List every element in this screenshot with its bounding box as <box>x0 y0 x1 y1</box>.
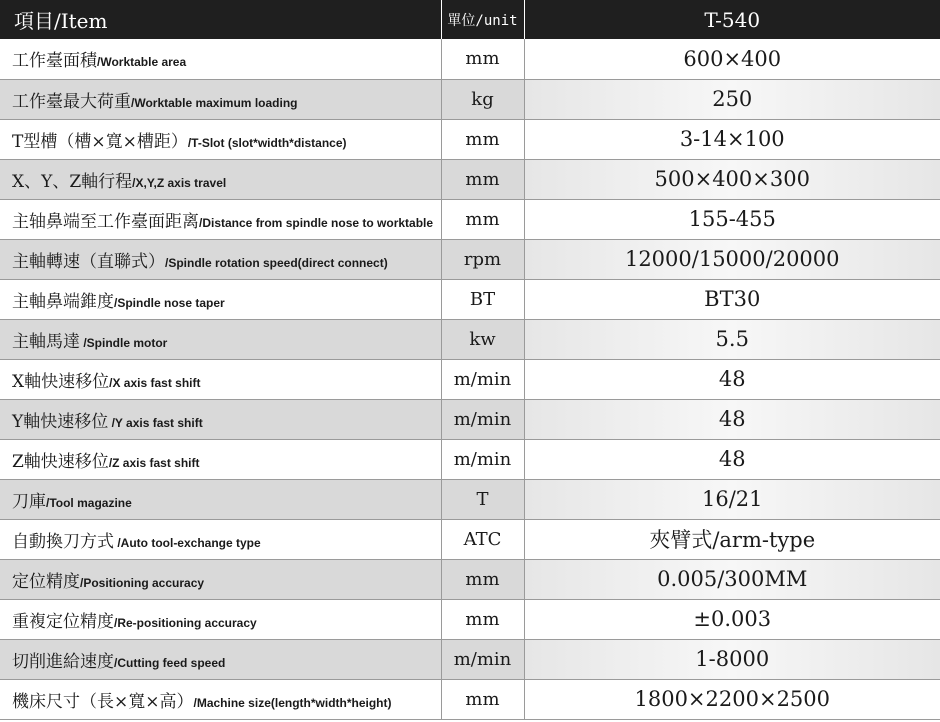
spec-value: ±0.003 <box>524 599 940 639</box>
spec-name-zh: T型槽（槽×寬×槽距） <box>12 131 188 152</box>
spec-name-cell <box>0 319 441 359</box>
spec-name-cell <box>0 239 441 279</box>
spec-name-zh: 重複定位精度 <box>12 611 114 632</box>
table-row <box>0 599 940 639</box>
spec-name-en: /Worktable area <box>97 55 187 70</box>
spec-name-en: /Re-positioning accuracy <box>114 615 257 630</box>
table-row <box>0 399 940 439</box>
table-row <box>0 559 940 599</box>
spec-unit: mm <box>441 159 524 199</box>
spec-value: 48 <box>524 359 940 399</box>
spec-name-cell <box>0 519 441 559</box>
spec-name-cell <box>0 39 441 79</box>
spec-unit: kg <box>441 79 524 119</box>
header-model: T-540 <box>524 0 940 39</box>
spec-name-en: /Cutting feed speed <box>114 655 226 670</box>
table-row <box>0 119 940 159</box>
spec-unit: m/min <box>441 399 524 439</box>
spec-name-cell <box>0 479 441 519</box>
table-row <box>0 39 940 79</box>
spec-name-en: /T-Slot (slot*width*distance) <box>187 135 347 150</box>
spec-unit: m/min <box>441 439 524 479</box>
spec-name-zh: 工作臺最大荷重 <box>12 91 131 112</box>
spec-unit: BT <box>441 279 524 319</box>
table-row <box>0 279 940 319</box>
table-row <box>0 359 940 399</box>
spec-name-cell <box>0 79 441 119</box>
spec-name-en: /Spindle nose taper <box>114 295 225 310</box>
spec-name-en: /Z axis fast shift <box>108 455 200 470</box>
spec-name-zh: 主軸鼻端錐度 <box>12 291 114 312</box>
spec-value: 12000/15000/20000 <box>524 239 940 279</box>
spec-name-cell <box>0 399 441 439</box>
spec-unit: kw <box>441 319 524 359</box>
spec-name-cell <box>0 199 441 239</box>
spec-unit: ATC <box>441 519 524 559</box>
spec-unit: mm <box>441 119 524 159</box>
table-row <box>0 159 940 199</box>
spec-value: 夾臂式/arm-type <box>524 519 940 559</box>
spec-name-en: /X axis fast shift <box>109 375 201 390</box>
spec-name-en: /Distance from spindle nose to worktable <box>199 215 434 230</box>
spec-name-en: /Spindle motor <box>80 335 168 350</box>
spec-name-zh: 切削進給速度 <box>12 651 114 672</box>
spec-name-zh: 主轴鼻端至工作臺面距离 <box>12 211 199 232</box>
spec-name-cell <box>0 679 441 719</box>
spec-name-cell <box>0 639 441 679</box>
spec-value: 500×400×300 <box>524 159 940 199</box>
spec-name-en: /Machine size(length*width*height) <box>193 695 392 710</box>
table-row <box>0 319 940 359</box>
spec-value: 1-8000 <box>524 639 940 679</box>
spec-value: 1800×2200×2500 <box>524 679 940 719</box>
spec-unit: mm <box>441 599 524 639</box>
spec-unit: rpm <box>441 239 524 279</box>
spec-name-en: /Worktable maximum loading <box>131 95 298 110</box>
spec-name-cell <box>0 439 441 479</box>
spec-value: 0.005/300MM <box>524 559 940 599</box>
table-row <box>0 439 940 479</box>
spec-unit: mm <box>441 199 524 239</box>
spec-name-zh: 定位精度 <box>12 571 80 592</box>
spec-name-zh: 工作臺面積 <box>12 51 97 72</box>
table-row <box>0 679 940 719</box>
spec-name-zh: Y軸快速移位 <box>12 411 109 432</box>
spec-unit: T <box>441 479 524 519</box>
table-row <box>0 519 940 559</box>
spec-value: 250 <box>524 79 940 119</box>
header-row <box>0 0 940 39</box>
header-unit: 單位/unit <box>441 0 524 39</box>
spec-name-en: /X,Y,Z axis travel <box>132 175 227 190</box>
spec-value: 3-14×100 <box>524 119 940 159</box>
table-row <box>0 199 940 239</box>
spec-unit: m/min <box>441 639 524 679</box>
spec-value: 155-455 <box>524 199 940 239</box>
spec-name-zh: 主軸馬達 <box>12 331 80 352</box>
spec-name-cell <box>0 359 441 399</box>
spec-name-zh: 主軸轉速（直聯式） <box>12 251 165 272</box>
spec-name-en: /Spindle rotation speed(direct connect) <box>165 255 388 270</box>
header-item: 項目/Item <box>0 0 441 39</box>
spec-name-zh: 機床尺寸（長×寬×高） <box>12 691 194 712</box>
table-row <box>0 639 940 679</box>
spec-name-en: /Auto tool-exchange type <box>114 535 261 550</box>
spec-name-zh: X、Y、Z軸行程 <box>12 171 133 192</box>
table-row <box>0 479 940 519</box>
spec-name-cell <box>0 279 441 319</box>
spec-name-zh: Z軸快速移位 <box>12 451 109 472</box>
spec-name-cell <box>0 559 441 599</box>
spec-value: 48 <box>524 399 940 439</box>
spec-value: BT30 <box>524 279 940 319</box>
table-row <box>0 239 940 279</box>
spec-unit: m/min <box>441 359 524 399</box>
spec-unit: mm <box>441 679 524 719</box>
spec-name-cell <box>0 119 441 159</box>
spec-value: 16/21 <box>524 479 940 519</box>
spec-name-cell <box>0 599 441 639</box>
spec-name-zh: 刀庫 <box>12 491 46 512</box>
spec-unit: mm <box>441 559 524 599</box>
spec-name-zh: 自動換刀方式 <box>12 531 114 552</box>
spec-name-zh: X軸快速移位 <box>12 371 110 392</box>
spec-name-en: /Tool magazine <box>46 495 132 510</box>
spec-name-en: /Positioning accuracy <box>80 575 205 590</box>
table-row <box>0 79 940 119</box>
spec-unit: mm <box>441 39 524 79</box>
spec-value: 600×400 <box>524 39 940 79</box>
spec-value: 5.5 <box>524 319 940 359</box>
spec-name-en: /Y axis fast shift <box>108 415 203 430</box>
spec-name-cell <box>0 159 441 199</box>
spec-value: 48 <box>524 439 940 479</box>
